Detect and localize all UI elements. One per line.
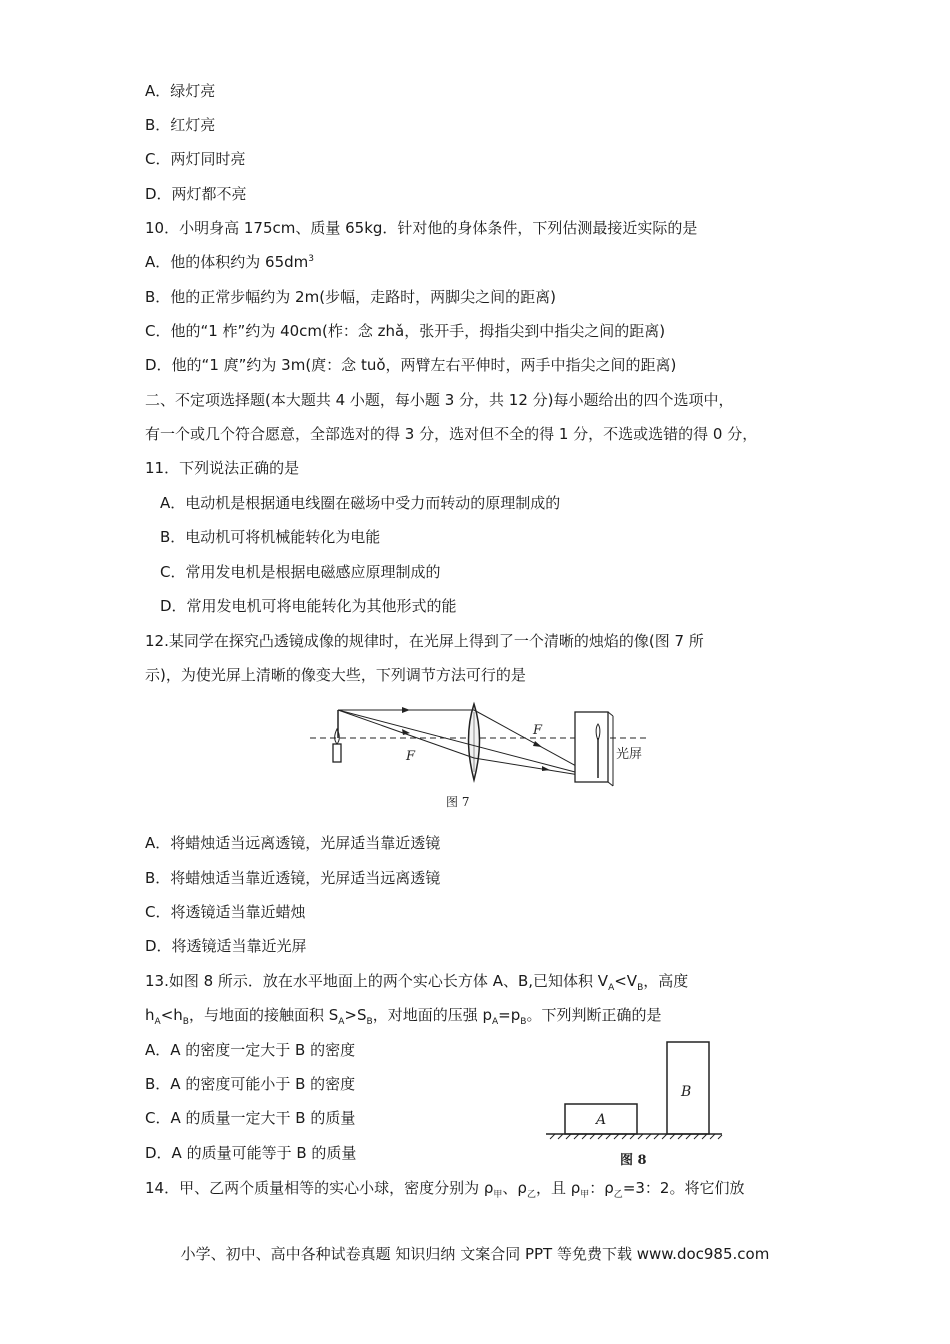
label-f-right: F bbox=[533, 723, 543, 738]
q13-stem-line1: 13.如图 8 所示．放在水平地面上的两个实心长方体 A、B,已知体积 $V_A<V_B$，高度 bbox=[145, 972, 689, 993]
q10-option-b: B．他的正常步幅约为 2m(步幅，走路时，两脚尖之间的距离) bbox=[145, 288, 556, 306]
q12-option-d: D．将透镜适当靠近光屏 bbox=[145, 937, 307, 955]
light-screen bbox=[575, 712, 608, 782]
q11-option-a: A．电动机是根据通电线圈在磁场中受力而转动的原理制成的 bbox=[160, 494, 561, 512]
ray-center bbox=[338, 710, 598, 778]
label-a: A bbox=[596, 1112, 607, 1128]
section2-line2: 有一个或几个符合愿意，全部选对的得 3 分，选对但不全的得 1 分，不选或选错的得 0 分， bbox=[145, 425, 758, 443]
figure-8-caption: 图 8 bbox=[620, 1153, 647, 1168]
q11-option-d: D．常用发电机可将电能转化为其他形式的能 bbox=[160, 597, 457, 615]
q9-option-d: D．两灯都不亮 bbox=[145, 185, 247, 203]
figure-7-caption: 图 7 bbox=[446, 795, 470, 809]
q9-option-a: A．绿灯亮 bbox=[145, 82, 216, 100]
q11-stem: 11．下列说法正确的是 bbox=[145, 459, 300, 477]
q13-option-c: C．A 的质量一定大干 B 的质量 bbox=[145, 1109, 356, 1127]
label-f-left: F bbox=[406, 749, 416, 764]
q14-stem: 14．甲、乙两个质量相等的实心小球，密度分别为 $\rho_甲$、$\rho_乙$，且 $\rho_甲$：$\rho_乙=3$：2。将它们放 bbox=[145, 1179, 745, 1200]
figure-8-blocks bbox=[540, 1038, 730, 1172]
section2-line1: 二、不定项选择题(本大题共 4 小题，每小题 3 分，共 12 分)每小题给出的四个选项中， bbox=[145, 391, 734, 409]
q11-option-b: B．电动机可将机械能转化为电能 bbox=[160, 528, 381, 546]
q13-stem-line2: $h_A<h_B$，与地面的接触面积 $S_A>S_B$，对地面的压强 $p_A=p_B$。下列判断正确的是 bbox=[145, 1006, 662, 1027]
q11-option-c: C．常用发电机是根据电磁感应原理制成的 bbox=[160, 563, 441, 581]
q10-stem: 10．小明身高 175cm、质量 65kg．针对他的身体条件，下列估测最接近实际的是 bbox=[145, 219, 698, 237]
page-footer: 小学、初中、高中各种试卷真题 知识归纳 文案合同 PPT 等免费下载 www.doc985.com bbox=[180, 1245, 770, 1263]
label-screen: 光屏 bbox=[616, 747, 643, 762]
label-b: B bbox=[681, 1084, 692, 1100]
q9-option-b: B．红灯亮 bbox=[145, 116, 216, 134]
q13-option-a: A．A 的密度一定大于 B 的密度 bbox=[145, 1041, 356, 1059]
candle-body bbox=[333, 744, 341, 762]
q10-option-a: A．他的体积约为 $65dm^3$ bbox=[145, 253, 314, 271]
q13-option-d: D．A 的质量可能等于 B 的质量 bbox=[145, 1144, 357, 1162]
q13-option-b: B．A 的密度可能小于 B 的密度 bbox=[145, 1075, 356, 1093]
q12-option-a: A．将蜡烛适当远离透镜，光屏适当靠近透镜 bbox=[145, 834, 441, 852]
figure-7-lens-diagram bbox=[310, 698, 670, 810]
q10-option-d: D．他的“1 庹”约为 3m(庹：念 tuǒ，两臂左右平伸时，两手中指尖之间的距离) bbox=[145, 356, 677, 374]
q12-stem-line2: 示)，为使光屏上清晰的像变大些，下列调节方法可行的是 bbox=[145, 666, 526, 684]
q10-option-c: C．他的“1 柞”约为 40cm(柞：念 zhǎ，张开手，拇指尖到中指尖之间的距离) bbox=[145, 322, 666, 340]
q12-option-c: C．将透镜适当靠近蜡烛 bbox=[145, 903, 306, 921]
q9-option-c: C．两灯同时亮 bbox=[145, 150, 246, 168]
q12-stem-line1: 12.某同学在探究凸透镜成像的规律时，在光屏上得到了一个清晰的烛焰的像(图 7 所 bbox=[145, 632, 704, 650]
q12-option-b: B．将蜡烛适当靠近透镜，光屏适当远离透镜 bbox=[145, 869, 441, 887]
